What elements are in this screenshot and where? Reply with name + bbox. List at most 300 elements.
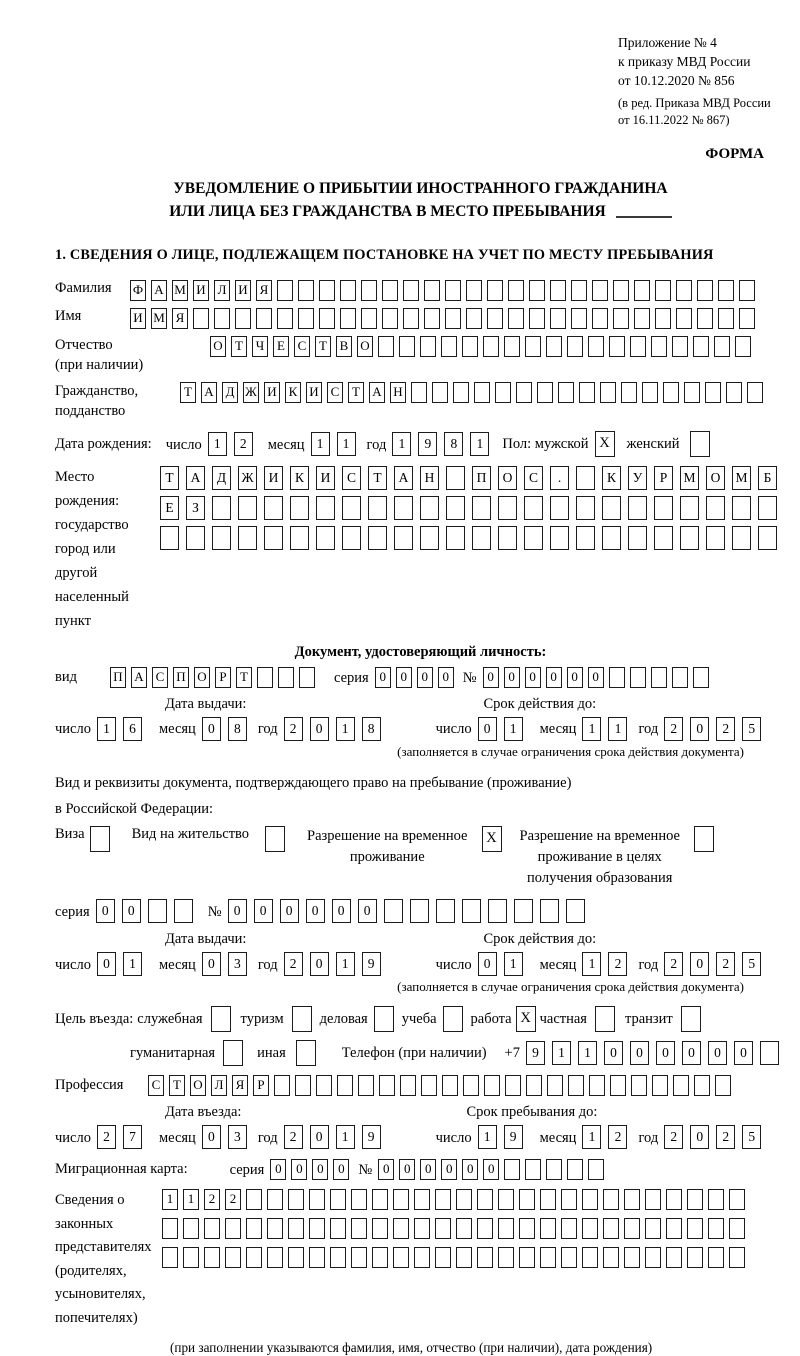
- profession-cell[interactable]: С: [148, 1075, 164, 1096]
- citizenship-cell[interactable]: [537, 382, 553, 403]
- birth-place-cell[interactable]: [472, 496, 491, 520]
- birth-place-cell[interactable]: Б: [758, 466, 777, 490]
- migration-card-number-cell[interactable]: 0: [378, 1159, 394, 1180]
- given-name-cell[interactable]: [550, 308, 566, 329]
- representatives-cell[interactable]: [729, 1218, 745, 1239]
- given-name-cell[interactable]: [340, 308, 356, 329]
- residence-number-cell[interactable]: [540, 899, 559, 923]
- residence-valid-year-cell[interactable]: 0: [690, 952, 709, 976]
- birth-place-cell[interactable]: М: [680, 466, 699, 490]
- doc-kind-cell[interactable]: П: [173, 667, 189, 688]
- given-name-cell[interactable]: [508, 308, 524, 329]
- representatives-cell[interactable]: [582, 1247, 598, 1268]
- phone-digit-cell[interactable]: 0: [656, 1041, 675, 1065]
- representatives-cell[interactable]: [435, 1247, 451, 1268]
- birth-place-cell[interactable]: У: [628, 466, 647, 490]
- surname-cell[interactable]: [508, 280, 524, 301]
- birth-year-cell[interactable]: 9: [418, 432, 437, 456]
- given-name-cell[interactable]: [277, 308, 293, 329]
- stay-year-cell[interactable]: 2: [716, 1125, 735, 1149]
- residence-number-cell[interactable]: [514, 899, 533, 923]
- stay-year-cell[interactable]: 5: [742, 1125, 761, 1149]
- surname-cell[interactable]: [592, 280, 608, 301]
- profession-cell[interactable]: [421, 1075, 437, 1096]
- migration-card-number-cell[interactable]: 0: [441, 1159, 457, 1180]
- birth-place-cell[interactable]: [394, 496, 413, 520]
- residence-issue-day-cell[interactable]: 1: [123, 952, 142, 976]
- birth-place-cell[interactable]: .: [550, 466, 569, 490]
- birth-place-cell[interactable]: И: [316, 466, 335, 490]
- profession-cell[interactable]: [400, 1075, 416, 1096]
- residence-number-cell[interactable]: 0: [254, 899, 273, 923]
- purpose-gumanitarnaya-checkbox-cell[interactable]: [223, 1040, 243, 1066]
- citizenship-cell[interactable]: [558, 382, 574, 403]
- birth-place-cell[interactable]: [238, 496, 257, 520]
- birth-place-cell[interactable]: С: [524, 466, 543, 490]
- residence-number-cell[interactable]: 0: [280, 899, 299, 923]
- birth-place-cell[interactable]: [290, 496, 309, 520]
- birth-place-cell[interactable]: [342, 496, 361, 520]
- residence-number-cell[interactable]: [488, 899, 507, 923]
- given-name-cell[interactable]: [739, 308, 755, 329]
- birth-place-cell[interactable]: Т: [368, 466, 387, 490]
- birth-place-cell[interactable]: [602, 496, 621, 520]
- residence-permit-checkbox-cell[interactable]: [265, 826, 285, 852]
- representatives-cell[interactable]: [372, 1247, 388, 1268]
- residence-valid-month-cell[interactable]: 1: [582, 952, 601, 976]
- doc-kind-cell[interactable]: С: [152, 667, 168, 688]
- representatives-cell[interactable]: [729, 1189, 745, 1210]
- doc-issue-year-cell[interactable]: 1: [336, 717, 355, 741]
- birth-place-cell[interactable]: К: [602, 466, 621, 490]
- patronymic-cell[interactable]: [567, 336, 583, 357]
- patronymic-cell[interactable]: Т: [315, 336, 331, 357]
- patronymic-cell[interactable]: [588, 336, 604, 357]
- entry-day-cell[interactable]: 7: [123, 1125, 142, 1149]
- representatives-cell[interactable]: [624, 1247, 640, 1268]
- patronymic-cell[interactable]: Ч: [252, 336, 268, 357]
- profession-cell[interactable]: [463, 1075, 479, 1096]
- residence-valid-month-cell[interactable]: 2: [608, 952, 627, 976]
- doc-valid-year-cell[interactable]: 2: [664, 717, 683, 741]
- doc-number-cell[interactable]: [672, 667, 688, 688]
- given-name-cell[interactable]: [529, 308, 545, 329]
- representatives-cell[interactable]: [687, 1218, 703, 1239]
- profession-cell[interactable]: [505, 1075, 521, 1096]
- entry-month-cell[interactable]: 0: [202, 1125, 221, 1149]
- representatives-cell[interactable]: [498, 1218, 514, 1239]
- birth-place-cell[interactable]: [680, 526, 699, 550]
- representatives-cell[interactable]: [309, 1189, 325, 1210]
- representatives-cell[interactable]: [519, 1247, 535, 1268]
- given-name-cell[interactable]: [193, 308, 209, 329]
- birth-place-cell[interactable]: А: [186, 466, 205, 490]
- patronymic-cell[interactable]: В: [336, 336, 352, 357]
- entry-year-cell[interactable]: 9: [362, 1125, 381, 1149]
- birth-place-cell[interactable]: [706, 526, 725, 550]
- birth-place-cell[interactable]: Т: [160, 466, 179, 490]
- birth-month-cell[interactable]: 1: [311, 432, 330, 456]
- doc-kind-cell[interactable]: А: [131, 667, 147, 688]
- citizenship-cell[interactable]: [684, 382, 700, 403]
- citizenship-cell[interactable]: С: [327, 382, 343, 403]
- profession-cell[interactable]: [337, 1075, 353, 1096]
- residence-number-cell[interactable]: [566, 899, 585, 923]
- doc-series-cell[interactable]: 0: [417, 667, 433, 688]
- surname-cell[interactable]: [424, 280, 440, 301]
- patronymic-cell[interactable]: [714, 336, 730, 357]
- birth-place-cell[interactable]: [550, 496, 569, 520]
- representatives-cell[interactable]: [246, 1247, 262, 1268]
- given-name-cell[interactable]: Я: [172, 308, 188, 329]
- citizenship-cell[interactable]: [747, 382, 763, 403]
- purpose-chastnaya-checkbox-cell[interactable]: [595, 1006, 615, 1032]
- patronymic-cell[interactable]: [399, 336, 415, 357]
- doc-number-cell[interactable]: 0: [504, 667, 520, 688]
- given-name-cell[interactable]: [466, 308, 482, 329]
- birth-place-cell[interactable]: [160, 526, 179, 550]
- representatives-cell[interactable]: [267, 1189, 283, 1210]
- representatives-cell[interactable]: [540, 1247, 556, 1268]
- residence-number-cell[interactable]: [384, 899, 403, 923]
- representatives-cell[interactable]: [162, 1218, 178, 1239]
- residence-number-cell[interactable]: 0: [358, 899, 377, 923]
- patronymic-cell[interactable]: [651, 336, 667, 357]
- birth-place-cell[interactable]: К: [290, 466, 309, 490]
- birth-place-cell[interactable]: [732, 496, 751, 520]
- birth-place-cell[interactable]: [628, 496, 647, 520]
- residence-valid-day-cell[interactable]: 1: [504, 952, 523, 976]
- representatives-cell[interactable]: [246, 1218, 262, 1239]
- given-name-cell[interactable]: [487, 308, 503, 329]
- representatives-cell[interactable]: [183, 1218, 199, 1239]
- doc-kind-cell[interactable]: [257, 667, 273, 688]
- surname-cell[interactable]: [487, 280, 503, 301]
- migration-card-number-cell[interactable]: 0: [483, 1159, 499, 1180]
- surname-cell[interactable]: [571, 280, 587, 301]
- surname-cell[interactable]: Л: [214, 280, 230, 301]
- representatives-cell[interactable]: [183, 1247, 199, 1268]
- phone-digit-cell[interactable]: 0: [708, 1041, 727, 1065]
- given-name-cell[interactable]: [634, 308, 650, 329]
- doc-issue-day-cell[interactable]: 6: [123, 717, 142, 741]
- citizenship-cell[interactable]: [432, 382, 448, 403]
- given-name-cell[interactable]: [319, 308, 335, 329]
- birth-day-cell[interactable]: 1: [208, 432, 227, 456]
- residence-issue-year-cell[interactable]: 2: [284, 952, 303, 976]
- profession-cell[interactable]: [715, 1075, 731, 1096]
- birth-place-cell[interactable]: П: [472, 466, 491, 490]
- residence-issue-year-cell[interactable]: 9: [362, 952, 381, 976]
- citizenship-cell[interactable]: [411, 382, 427, 403]
- representatives-cell[interactable]: [666, 1189, 682, 1210]
- representatives-cell[interactable]: [456, 1247, 472, 1268]
- surname-cell[interactable]: [718, 280, 734, 301]
- doc-issue-day-cell[interactable]: 1: [97, 717, 116, 741]
- representatives-cell[interactable]: [708, 1247, 724, 1268]
- representatives-cell[interactable]: [267, 1218, 283, 1239]
- doc-kind-cell[interactable]: О: [194, 667, 210, 688]
- residence-series-cell[interactable]: [174, 899, 193, 923]
- birth-place-cell[interactable]: [524, 526, 543, 550]
- citizenship-cell[interactable]: [705, 382, 721, 403]
- patronymic-cell[interactable]: О: [357, 336, 373, 357]
- surname-cell[interactable]: [466, 280, 482, 301]
- representatives-cell[interactable]: [477, 1189, 493, 1210]
- purpose-delovaya-checkbox-cell[interactable]: [374, 1006, 394, 1032]
- birth-place-cell[interactable]: С: [342, 466, 361, 490]
- surname-cell[interactable]: [550, 280, 566, 301]
- representatives-cell[interactable]: [687, 1189, 703, 1210]
- doc-issue-year-cell[interactable]: 0: [310, 717, 329, 741]
- residence-issue-year-cell[interactable]: 0: [310, 952, 329, 976]
- representatives-cell[interactable]: [351, 1189, 367, 1210]
- doc-kind-cell[interactable]: [299, 667, 315, 688]
- birth-place-cell[interactable]: [290, 526, 309, 550]
- representatives-cell[interactable]: [561, 1189, 577, 1210]
- representatives-cell[interactable]: [288, 1218, 304, 1239]
- birth-place-cell[interactable]: [212, 496, 231, 520]
- stay-year-cell[interactable]: 2: [664, 1125, 683, 1149]
- citizenship-cell[interactable]: Т: [180, 382, 196, 403]
- patronymic-cell[interactable]: [609, 336, 625, 357]
- surname-cell[interactable]: [298, 280, 314, 301]
- representatives-cell[interactable]: [477, 1247, 493, 1268]
- birth-month-cell[interactable]: 1: [337, 432, 356, 456]
- doc-series-cell[interactable]: 0: [438, 667, 454, 688]
- birth-place-cell[interactable]: [342, 526, 361, 550]
- birth-place-cell[interactable]: [368, 496, 387, 520]
- birth-place-cell[interactable]: [446, 496, 465, 520]
- given-name-cell[interactable]: [298, 308, 314, 329]
- given-name-cell[interactable]: [424, 308, 440, 329]
- representatives-cell[interactable]: [708, 1218, 724, 1239]
- profession-cell[interactable]: [379, 1075, 395, 1096]
- given-name-cell[interactable]: [214, 308, 230, 329]
- residence-series-cell[interactable]: 0: [96, 899, 115, 923]
- birth-place-cell[interactable]: [602, 526, 621, 550]
- given-name-cell[interactable]: [382, 308, 398, 329]
- birth-place-cell[interactable]: [186, 526, 205, 550]
- citizenship-cell[interactable]: А: [201, 382, 217, 403]
- residence-number-cell[interactable]: 0: [228, 899, 247, 923]
- doc-valid-month-cell[interactable]: 1: [608, 717, 627, 741]
- birth-place-cell[interactable]: [654, 526, 673, 550]
- profession-cell[interactable]: [274, 1075, 290, 1096]
- given-name-cell[interactable]: [655, 308, 671, 329]
- representatives-cell[interactable]: [330, 1189, 346, 1210]
- residence-number-cell[interactable]: [410, 899, 429, 923]
- birth-place-cell[interactable]: [576, 496, 595, 520]
- birth-place-cell[interactable]: [420, 496, 439, 520]
- citizenship-cell[interactable]: [726, 382, 742, 403]
- birth-place-cell[interactable]: М: [732, 466, 751, 490]
- birth-place-cell[interactable]: [446, 526, 465, 550]
- citizenship-cell[interactable]: [579, 382, 595, 403]
- birth-day-cell[interactable]: 2: [234, 432, 253, 456]
- citizenship-cell[interactable]: А: [369, 382, 385, 403]
- doc-number-cell[interactable]: [630, 667, 646, 688]
- given-name-cell[interactable]: [403, 308, 419, 329]
- entry-year-cell[interactable]: 1: [336, 1125, 355, 1149]
- birth-place-cell[interactable]: [576, 526, 595, 550]
- birth-place-cell[interactable]: Д: [212, 466, 231, 490]
- given-name-cell[interactable]: [718, 308, 734, 329]
- residence-valid-day-cell[interactable]: 0: [478, 952, 497, 976]
- purpose-turizm-checkbox-cell[interactable]: [292, 1006, 312, 1032]
- representatives-cell[interactable]: [372, 1189, 388, 1210]
- doc-issue-year-cell[interactable]: 2: [284, 717, 303, 741]
- phone-digit-cell[interactable]: 0: [734, 1041, 753, 1065]
- patronymic-cell[interactable]: Т: [231, 336, 247, 357]
- representatives-cell[interactable]: [519, 1218, 535, 1239]
- citizenship-cell[interactable]: [474, 382, 490, 403]
- stay-month-cell[interactable]: 2: [608, 1125, 627, 1149]
- representatives-cell[interactable]: [330, 1247, 346, 1268]
- doc-issue-month-cell[interactable]: 8: [228, 717, 247, 741]
- birth-place-cell[interactable]: [680, 496, 699, 520]
- birth-year-cell[interactable]: 1: [392, 432, 411, 456]
- representatives-cell[interactable]: [540, 1189, 556, 1210]
- residence-issue-year-cell[interactable]: 1: [336, 952, 355, 976]
- visa-checkbox-cell[interactable]: [90, 826, 110, 852]
- doc-kind-cell[interactable]: П: [110, 667, 126, 688]
- representatives-cell[interactable]: [603, 1247, 619, 1268]
- citizenship-cell[interactable]: [453, 382, 469, 403]
- representatives-cell[interactable]: [645, 1218, 661, 1239]
- given-name-cell[interactable]: [676, 308, 692, 329]
- doc-number-cell[interactable]: 0: [546, 667, 562, 688]
- representatives-cell[interactable]: [351, 1218, 367, 1239]
- surname-cell[interactable]: [529, 280, 545, 301]
- stay-month-cell[interactable]: 1: [582, 1125, 601, 1149]
- surname-cell[interactable]: [382, 280, 398, 301]
- doc-number-cell[interactable]: 0: [483, 667, 499, 688]
- doc-number-cell[interactable]: 0: [588, 667, 604, 688]
- surname-cell[interactable]: М: [172, 280, 188, 301]
- sex-male-checkbox-cell[interactable]: X: [595, 431, 615, 457]
- representatives-cell[interactable]: [624, 1189, 640, 1210]
- birth-place-cell[interactable]: [758, 496, 777, 520]
- doc-issue-month-cell[interactable]: 0: [202, 717, 221, 741]
- phone-digit-cell[interactable]: [760, 1041, 779, 1065]
- representatives-cell[interactable]: [414, 1189, 430, 1210]
- representatives-cell[interactable]: [687, 1247, 703, 1268]
- representatives-cell[interactable]: 1: [183, 1189, 199, 1210]
- patronymic-cell[interactable]: Е: [273, 336, 289, 357]
- representatives-cell[interactable]: [603, 1189, 619, 1210]
- residence-issue-month-cell[interactable]: 0: [202, 952, 221, 976]
- profession-cell[interactable]: [316, 1075, 332, 1096]
- surname-cell[interactable]: [655, 280, 671, 301]
- entry-year-cell[interactable]: 2: [284, 1125, 303, 1149]
- citizenship-cell[interactable]: Ж: [243, 382, 259, 403]
- representatives-cell[interactable]: [645, 1189, 661, 1210]
- purpose-ucheba-checkbox-cell[interactable]: [443, 1006, 463, 1032]
- patronymic-cell[interactable]: [504, 336, 520, 357]
- surname-cell[interactable]: А: [151, 280, 167, 301]
- migration-card-series-cell[interactable]: 0: [291, 1159, 307, 1180]
- birth-place-cell[interactable]: [316, 496, 335, 520]
- residence-valid-year-cell[interactable]: 2: [664, 952, 683, 976]
- birth-place-cell[interactable]: [394, 526, 413, 550]
- patronymic-cell[interactable]: [420, 336, 436, 357]
- citizenship-cell[interactable]: [642, 382, 658, 403]
- birth-place-cell[interactable]: [758, 526, 777, 550]
- profession-cell[interactable]: Я: [232, 1075, 248, 1096]
- surname-cell[interactable]: И: [235, 280, 251, 301]
- birth-place-cell[interactable]: [264, 526, 283, 550]
- given-name-cell[interactable]: [361, 308, 377, 329]
- residence-issue-month-cell[interactable]: 3: [228, 952, 247, 976]
- doc-number-cell[interactable]: [651, 667, 667, 688]
- birth-year-cell[interactable]: 1: [470, 432, 489, 456]
- representatives-cell[interactable]: [498, 1189, 514, 1210]
- profession-cell[interactable]: [652, 1075, 668, 1096]
- given-name-cell[interactable]: [697, 308, 713, 329]
- stay-day-cell[interactable]: 9: [504, 1125, 523, 1149]
- patronymic-cell[interactable]: [441, 336, 457, 357]
- doc-valid-day-cell[interactable]: 0: [478, 717, 497, 741]
- citizenship-cell[interactable]: Н: [390, 382, 406, 403]
- profession-cell[interactable]: [295, 1075, 311, 1096]
- doc-number-cell[interactable]: 0: [567, 667, 583, 688]
- representatives-cell[interactable]: [561, 1247, 577, 1268]
- birth-place-cell[interactable]: [238, 526, 257, 550]
- profession-cell[interactable]: [484, 1075, 500, 1096]
- birth-place-cell[interactable]: [446, 466, 465, 490]
- doc-number-cell[interactable]: [693, 667, 709, 688]
- representatives-cell[interactable]: [288, 1189, 304, 1210]
- representatives-cell[interactable]: [519, 1189, 535, 1210]
- surname-cell[interactable]: И: [193, 280, 209, 301]
- patronymic-cell[interactable]: [525, 336, 541, 357]
- citizenship-cell[interactable]: Д: [222, 382, 238, 403]
- migration-card-series-cell[interactable]: 0: [312, 1159, 328, 1180]
- representatives-cell[interactable]: [456, 1189, 472, 1210]
- birth-place-cell[interactable]: [212, 526, 231, 550]
- surname-cell[interactable]: [340, 280, 356, 301]
- representatives-cell[interactable]: [477, 1218, 493, 1239]
- profession-cell[interactable]: [610, 1075, 626, 1096]
- representatives-cell[interactable]: [561, 1218, 577, 1239]
- surname-cell[interactable]: Я: [256, 280, 272, 301]
- profession-cell[interactable]: Л: [211, 1075, 227, 1096]
- given-name-cell[interactable]: [256, 308, 272, 329]
- representatives-cell[interactable]: [267, 1247, 283, 1268]
- patronymic-cell[interactable]: О: [210, 336, 226, 357]
- representatives-cell[interactable]: [309, 1218, 325, 1239]
- representatives-cell[interactable]: [540, 1218, 556, 1239]
- representatives-cell[interactable]: [582, 1189, 598, 1210]
- phone-digit-cell[interactable]: 1: [578, 1041, 597, 1065]
- profession-cell[interactable]: Р: [253, 1075, 269, 1096]
- representatives-cell[interactable]: [729, 1247, 745, 1268]
- doc-series-cell[interactable]: 0: [375, 667, 391, 688]
- birth-place-cell[interactable]: [706, 496, 725, 520]
- representatives-cell[interactable]: [225, 1247, 241, 1268]
- profession-cell[interactable]: Т: [169, 1075, 185, 1096]
- residence-series-cell[interactable]: [148, 899, 167, 923]
- birth-place-cell[interactable]: [472, 526, 491, 550]
- entry-month-cell[interactable]: 3: [228, 1125, 247, 1149]
- surname-cell[interactable]: [445, 280, 461, 301]
- profession-cell[interactable]: [442, 1075, 458, 1096]
- birth-place-cell[interactable]: А: [394, 466, 413, 490]
- doc-issue-year-cell[interactable]: 8: [362, 717, 381, 741]
- citizenship-cell[interactable]: [495, 382, 511, 403]
- profession-cell[interactable]: [694, 1075, 710, 1096]
